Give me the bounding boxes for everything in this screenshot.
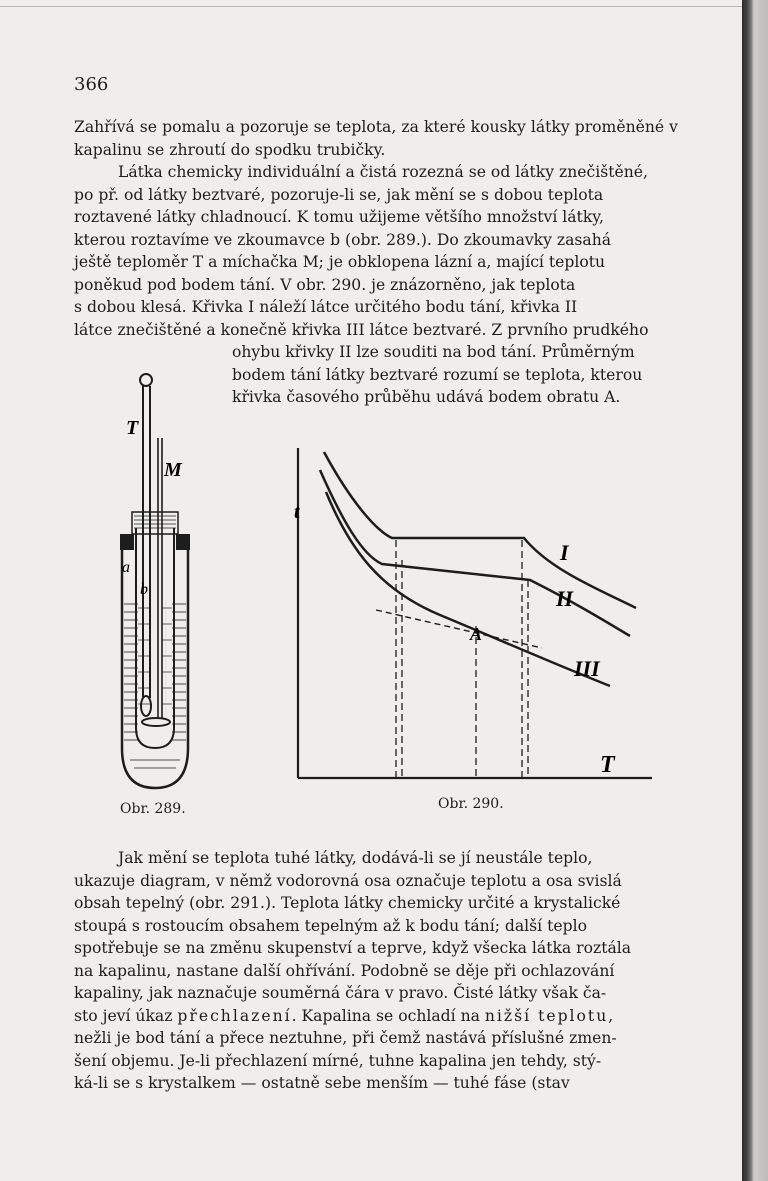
para2-line-6: poněkud pod bodem tání. V obr. 290. je znázorněno, jak teplota [74, 275, 576, 294]
para2-line-8: látce znečištěné a konečně křivka III látce beztvaré. Z prvního prudkého [74, 320, 649, 339]
para2-line-4: kterou roztavíme ve zkoumavce b (obr. 289.). Do zkoumavky zasahá [74, 230, 612, 249]
para2-line-7: s dobou klesá. Křivka I náleží látce určitého bodu tání, křivka II [74, 298, 578, 316]
curve-I [324, 452, 636, 608]
bath-vessel [122, 538, 188, 788]
label-III: III [574, 656, 600, 681]
bath-liquid [124, 604, 186, 768]
tangent-dashed [376, 610, 542, 648]
para3-line-3: obsah tepelný (obr. 291.). Teplota látky chemicky určité a krystalické [74, 894, 621, 912]
spaced-term-nizsi-teplotu: nižší teplotu [484, 1006, 609, 1025]
stirrer-ring [142, 718, 170, 726]
stopper-right [176, 534, 190, 550]
para2-tail-line-1: ohybu křivky II lze souditi na bod tání. Průměrným [232, 343, 635, 361]
para2-line-3: roztavené látky chladnoucí. K tomu užijeme většího množství látky, [74, 208, 604, 226]
para3-line-2: ukazuje diagram, v němž vodorovná osa označuje teplotu a osa svislá [74, 871, 622, 890]
label-II: II [556, 586, 574, 611]
figure-289-apparatus [100, 368, 210, 798]
thermometer-ring [140, 374, 152, 386]
test-tube [136, 528, 174, 748]
para2-line-2: po př. od látky beztvaré, pozoruje-li se, jak mění se s dobou teplota [74, 185, 604, 204]
label-T: T [126, 417, 139, 439]
caption-289: Obr. 289. [120, 801, 186, 817]
para3-line-7: kapaliny, jak naznačuje souměrná čára v pravo. Čisté látky však ča- [74, 984, 607, 1002]
para3-line-8: sto jeví úkaz přechlazení. Kapalina se ochladí na nižší teplotu, [74, 1006, 614, 1025]
para2-line-5: ještě teploměr T a míchačka M; je obklopena lázní a, mající teplotu [74, 253, 606, 271]
curve-II [320, 470, 630, 636]
label-b: b [140, 581, 148, 598]
para3-line-5: spotřebuje se na změnu skupenství a teprve, když všecka látka roztála [74, 939, 632, 957]
label-T-axis: T [600, 752, 615, 778]
label-I: I [560, 540, 569, 565]
para3-line-1: Jak mění se teplota tuhé látky, dodává-li se jí neustále teplo, [118, 849, 593, 867]
label-A: A [470, 624, 483, 644]
label-M: M [164, 459, 182, 481]
para2-line-1: Látka chemicky individuální a čistá rozezná se od látky znečištěné, [118, 163, 648, 181]
page-number: 366 [74, 74, 109, 95]
para3-line-10: šení objemu. Je-li přechlazení mírné, tuhne kapalina jen tehdy, stý- [74, 1051, 602, 1070]
spaced-term-prechlazeni: přechlazení [177, 1006, 292, 1025]
paragraph-1: Zahřívá se pomalu a pozoruje se teplota, za které kousky látky proměněné v kapalinu se zhroutí do spodku trubičky. [74, 118, 678, 159]
caption-290: Obr. 290. [438, 796, 504, 812]
stopper-left [120, 534, 134, 550]
page-top-line [0, 6, 742, 7]
para3-line-11: ká-li se s krystalkem — ostatně sebe menším — tuhé fáse (stav [74, 1074, 570, 1092]
thermometer-bulb [141, 696, 151, 716]
para3-line-4: stoupá s rostoucím obsahem tepelným až k bodu tání; další teplo [74, 916, 587, 935]
figure-290-cooling-curves [280, 440, 660, 790]
para3-line-6: na kapalinu, nastane další ohřívání. Podobně se děje při ochlazování [74, 961, 615, 980]
tube-cork [132, 512, 178, 534]
para3-line-9: nežli je bod tání a přece neztuhne, při čemž nastává příslušné zmen- [74, 1029, 617, 1047]
label-a: a [122, 559, 130, 576]
label-t: t [294, 501, 300, 523]
para2-tail-line-3: křivka časového průběhu udává bodem obratu A. [232, 388, 621, 406]
book-gutter [742, 0, 768, 1181]
para2-tail-line-2: bodem tání látky beztvaré rozumí se teplota, kterou [232, 365, 643, 384]
